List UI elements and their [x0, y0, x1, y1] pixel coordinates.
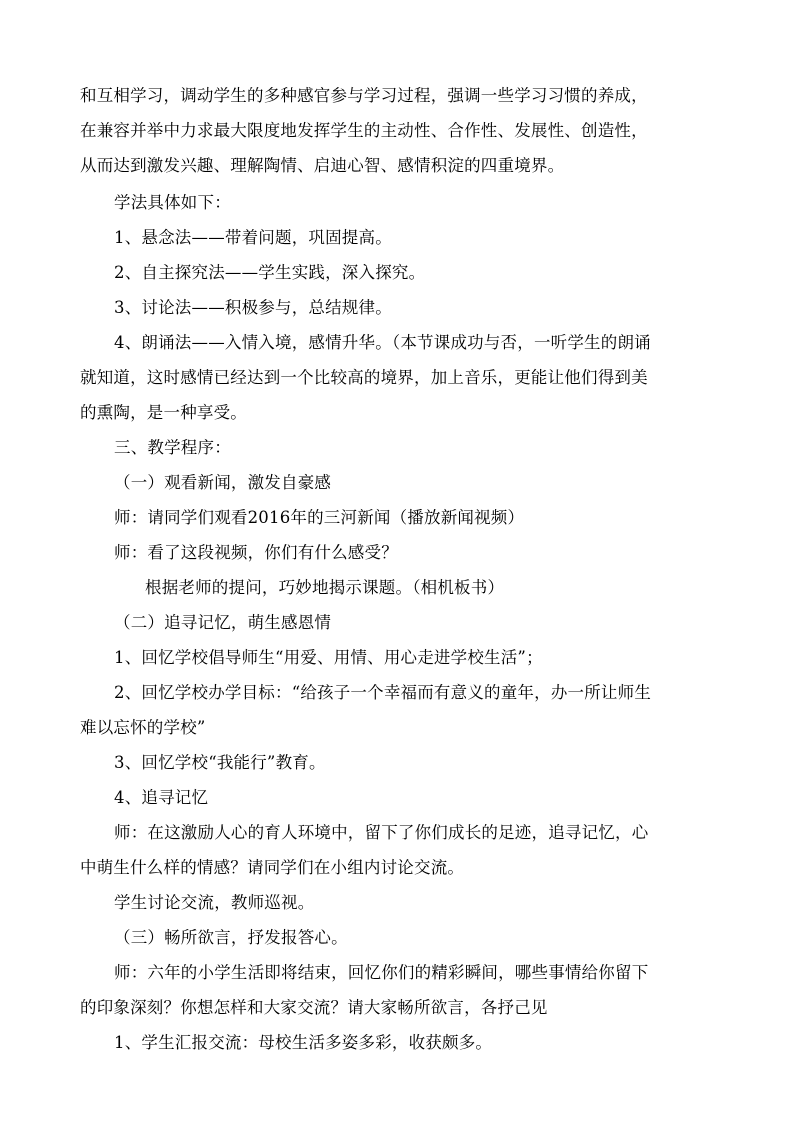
section-heading: 学法具体如下： — [114, 193, 231, 212]
subsection-heading: （二）追寻记忆，萌生感恩情 — [114, 613, 332, 632]
paragraph-line: 在兼容并举中力求最大限度地发挥学生的主动性、合作性、发展性、创造性， — [80, 121, 648, 140]
paragraph-line: 难以忘怀的学校” — [80, 718, 206, 737]
list-item: 1、悬念法——带着问题，巩固提高。 — [114, 228, 392, 247]
paragraph-line: 根据老师的提问，巧妙地揭示课题。（相机板书） — [145, 578, 505, 597]
list-item: 1、学生汇报交流：母校生活多姿多彩，收获颇多。 — [114, 1033, 493, 1052]
paragraph-line: 师：在这激励人心的育人环境中，留下了你们成长的足迹，追寻记忆，心 — [114, 823, 649, 842]
paragraph-line: 中萌生什么样的情感？请同学们在小组内讨论交流。 — [80, 858, 465, 877]
paragraph-line: 和互相学习，调动学生的多种感官参与学习过程，强调一些学习习惯的养成， — [80, 86, 648, 105]
paragraph-line: 师：六年的小学生活即将结束，回忆你们的精彩瞬间，哪些事情给你留下 — [114, 963, 649, 982]
paragraph-line: 的印象深刻？你想怎样和大家交流？请大家畅所欲言，各抒己见 — [80, 998, 548, 1017]
section-heading: 三、教学程序： — [114, 438, 231, 457]
paragraph-line: 师：看了这段视频，你们有什么感受？ — [114, 543, 398, 562]
paragraph-line: 学生讨论交流，教师巡视。 — [114, 893, 315, 912]
list-item: 2、自主探究法——学生实践，深入探究。 — [114, 263, 426, 282]
paragraph-line: 从而达到激发兴趣、理解陶情、启迪心智、感情积淀的四重境界。 — [80, 156, 565, 175]
list-item: 4、追寻记忆 — [114, 788, 209, 807]
list-item: 2、回忆学校办学目标：“给孩子一个幸福而有意义的童年，办一所让师生 — [114, 683, 652, 702]
paragraph-line: 师：请同学们观看2016年的三河新闻（播放新闻视频） — [114, 508, 525, 527]
paragraph-line: 的熏陶，是一种享受。 — [80, 403, 247, 422]
list-item: 1、回忆学校倡导师生“用爱、用情、用心走进学校生活”； — [114, 648, 543, 667]
list-item: 4、朗诵法——入情入境，感情升华。（本节课成功与否，一听学生的朗诵 — [114, 333, 651, 352]
list-item: 3、讨论法——积极参与，总结规律。 — [114, 298, 392, 317]
subsection-heading: （三）畅所欲言，抒发报答心。 — [114, 928, 348, 947]
paragraph-line: 就知道，这时感情已经达到一个比较高的境界，加上音乐，更能让他们得到美 — [80, 368, 648, 387]
subsection-heading: （一）观看新闻，激发自豪感 — [114, 473, 332, 492]
list-item: 3、回忆学校“我能行”教育。 — [114, 753, 326, 772]
